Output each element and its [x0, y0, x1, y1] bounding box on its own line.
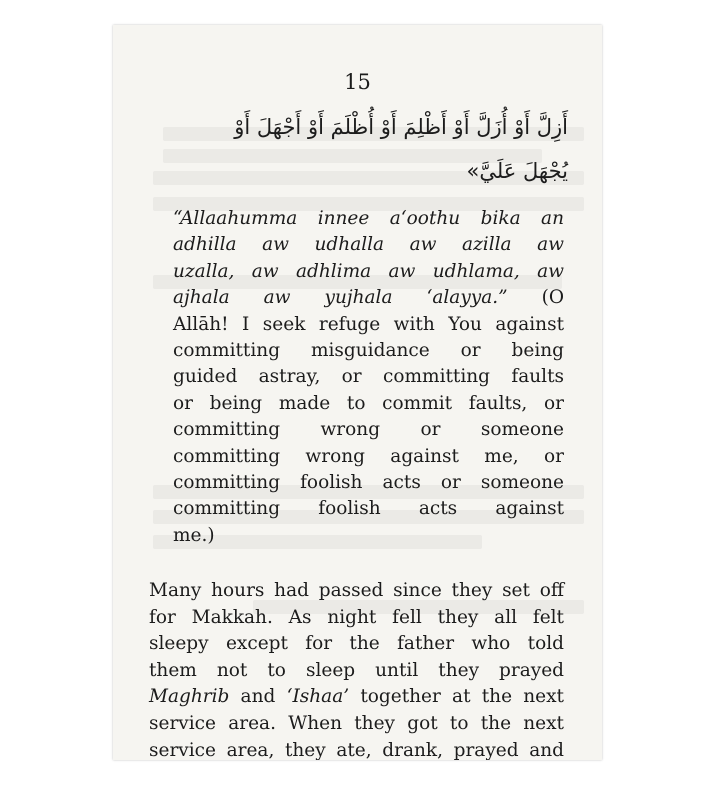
narrative-line: sleepy except for the father who told [149, 633, 564, 655]
translation-line: or being made to commit faults, or [173, 392, 564, 414]
transliteration-line: uzalla, aw adhlima aw udhlama, aw [173, 260, 564, 282]
arabic-line: أَزِلَّ أَوْ أُزَلَّ أَوْ أَظْلِمَ أَوْ أُظْلَمَ أَوْ أَجْهَلَ أَوْ [234, 115, 568, 139]
translation-line: me.) [173, 524, 215, 546]
transliteration-line: adhilla aw udhalla aw azilla aw [173, 234, 564, 256]
transliteration-line: ajhala aw yujhala ‘alayya.” (O [173, 287, 564, 309]
arabic-supplication [173, 105, 568, 193]
narrative-line: for Makkah. As night fell they all felt [149, 606, 564, 628]
narrative-line: Many hours had passed since they set off [149, 580, 564, 601]
narrative-paragraph [149, 578, 564, 760]
translation-line: guided astray, or committing faults [173, 366, 564, 388]
narrative-line: service area. When they got to the next [149, 712, 564, 734]
page-number: 15 [344, 70, 371, 94]
narrative-line: them not to sleep until they prayed [149, 659, 564, 681]
translation-line: Allāh! I seek refuge with You against [173, 313, 564, 335]
arabic-line: يُجْهَلَ عَلَيَّ» [466, 159, 568, 183]
translation-line: committing foolish acts or someone [173, 472, 564, 494]
translation-line: committing misguidance or being [173, 340, 564, 362]
translation-line: committing wrong or someone [173, 419, 564, 441]
translation-line: committing wrong against me, or [173, 445, 564, 467]
narrative-line: service area, they ate, drank, prayed and [149, 739, 564, 760]
transliteration-line: “Allaahumma innee a‘oothu bika an [173, 208, 564, 229]
supplication-paragraph [173, 206, 564, 549]
translation-line: committing foolish acts against [173, 498, 564, 520]
book-page [113, 25, 602, 760]
narrative-line: Maghrib and ‘Ishaa’ together at the next [149, 686, 564, 708]
